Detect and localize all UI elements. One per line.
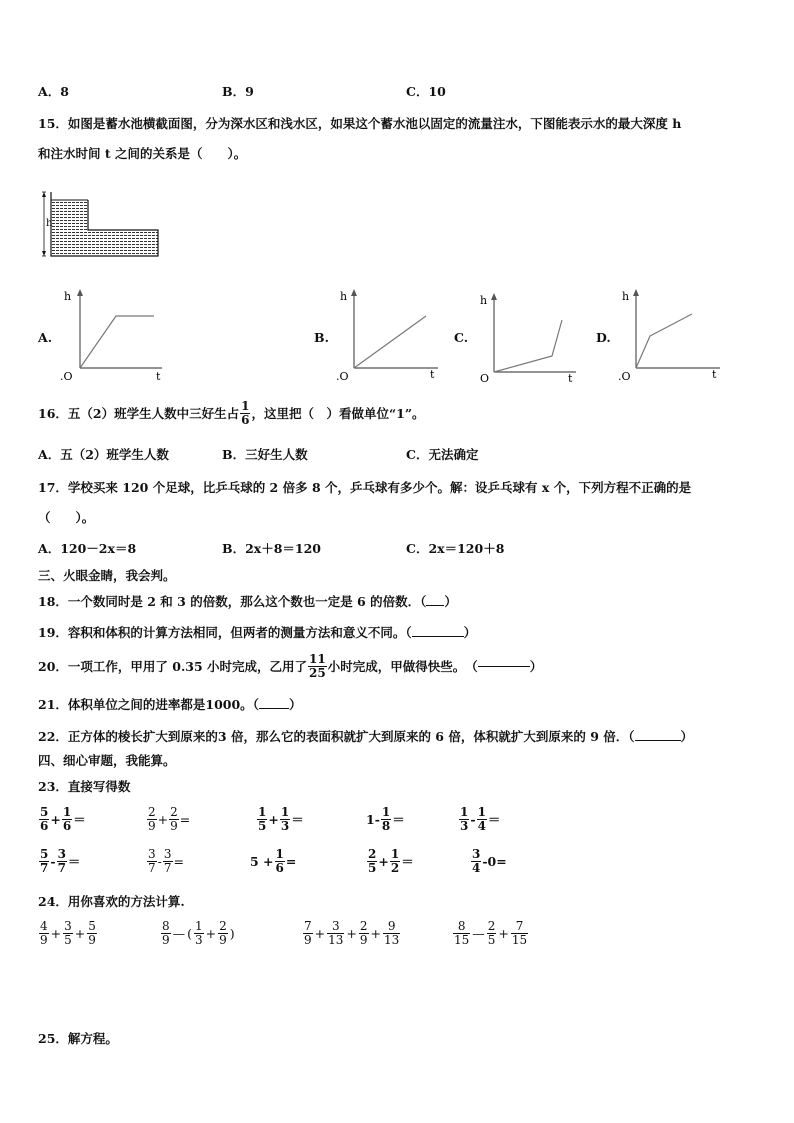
q20-statement: 20．一项工作，甲用了 0.35 小时完成，乙用了 $\frac{11}{25}$ 小时完成，甲做得快些。 （ ） <box>38 652 543 680</box>
q15-graph-b <box>334 286 444 382</box>
q17-text-line2: （ ）。 <box>38 510 95 525</box>
q20-answer-blank[interactable] <box>478 666 530 667</box>
q15-graph-d <box>616 286 726 382</box>
svg-text:h: h <box>64 290 72 303</box>
q22-answer-blank[interactable] <box>635 740 681 741</box>
q16-option-b: B．三好生人数 <box>222 447 308 462</box>
q21-answer-blank[interactable] <box>259 708 289 709</box>
q15-option-c-label: C. <box>454 330 469 345</box>
svg-text:t: t <box>156 370 161 382</box>
q24-expr-4: $\frac{8}{15}$ — $\frac{2}{5}$ + $\frac{7}{15}$ <box>454 919 528 947</box>
q23-expr-1-1: $\frac{5}{6}$ + $\frac{1}{6}$ ＝ <box>40 805 86 833</box>
q23-expr-1-4: 1- $\frac{1}{8}$ ＝ <box>366 805 405 833</box>
q23-expr-2-3: 5 + $\frac{1}{6}$ = <box>250 847 297 875</box>
q21-statement: 21．体积单位之间的进率都是1000。（ ） <box>38 697 302 712</box>
svg-text:O: O <box>480 372 490 385</box>
svg-text:t: t <box>568 372 573 385</box>
q17-option-a: A．120－2x＝8 <box>38 541 137 556</box>
q17-option-c: C．2x＝120＋8 <box>406 541 505 556</box>
q24-expr-3: $\frac{7}{9}$ + $\frac{3}{13}$ + $\frac{2}{9}$ + $\frac{9}{13}$ <box>304 919 400 947</box>
q14-option-b: B．9 <box>222 84 254 99</box>
q19-answer-blank[interactable] <box>412 636 464 637</box>
svg-text:h: h <box>340 290 348 303</box>
q15-text-line1: 15．如图是蓄水池横截面图，分为深水区和浅水区，如果这个蓄水池以固定的流量注水，下图能表示水的最大深度 h <box>38 116 682 131</box>
svg-text:h: h <box>622 290 630 303</box>
q14-option-a: A．8 <box>38 84 69 99</box>
svg-text:h: h <box>480 294 488 307</box>
q16-option-c: C．无法确定 <box>406 447 479 462</box>
svg-text:t: t <box>430 368 435 381</box>
section-3-heading: 三、火眼金睛，我会判。 <box>38 568 176 583</box>
q19-statement: 19．容积和体积的计算方法相同，但两者的测量方法和意义不同。（ ） <box>38 625 477 640</box>
q23-expr-2-1: $\frac{5}{7}$ - $\frac{3}{7}$ ＝ <box>40 847 81 875</box>
q15-text-line2: 和注水时间 t 之间的关系是（ ）。 <box>38 146 247 161</box>
q23-title: 23．直接写得数 <box>38 779 131 794</box>
q23-expr-1-5: $\frac{1}{3}$ - $\frac{1}{4}$ ＝ <box>460 805 501 833</box>
q24-expr-1: $\frac{4}{9}$ + $\frac{3}{5}$ + $\frac{5}{9}$ <box>40 919 96 947</box>
q23-expr-1-3: $\frac{1}{5}$ + $\frac{1}{3}$ ＝ <box>258 805 304 833</box>
q25-title: 25．解方程。 <box>38 1031 118 1046</box>
q15-option-a-label: A. <box>38 330 53 345</box>
q24-title: 24．用你喜欢的方法计算. <box>38 894 185 909</box>
q23-expr-2-5: $\frac{3}{4}$ -0= <box>472 847 507 875</box>
q23-expr-1-2: $\frac{2}{9}$ + $\frac{2}{9}$ = <box>148 805 191 833</box>
q16-option-a: A．五（2）班学生人数 <box>38 447 169 462</box>
q15-graph-c <box>474 290 584 386</box>
q22-statement: 22．正方体的棱长扩大到原来的3 倍，那么它的表面积就扩大到原来的 6 倍，体积就扩大到原来的 9 倍．（ ） <box>38 729 694 744</box>
q23-expr-2-4: $\frac{2}{5}$ + $\frac{1}{2}$ ＝ <box>368 847 414 875</box>
q14-option-c: C．10 <box>406 84 446 99</box>
q16-question: 16．五（2）班学生人数中三好生占 $\frac{1}{6}$ ，这里把（ ）看做单位“1”。 <box>38 399 425 427</box>
pool-depth-label: h <box>46 218 53 229</box>
pool-cross-section-diagram <box>40 186 160 260</box>
svg-text:t: t <box>712 368 717 381</box>
q18-answer-blank[interactable] <box>426 605 444 606</box>
svg-text:.O: .O <box>336 370 349 382</box>
q17-text-line1: 17．学校买来 120 个足球，比乒乓球的 2 倍多 8 个，乒乓球有多少个。解：设乒乓球有 x 个，下列方程不正确的是 <box>38 480 692 495</box>
section-4-heading: 四、细心审题，我能算。 <box>38 753 176 768</box>
q18-statement: 18．一个数同时是 2 和 3 的倍数，那么这个数也一定是 6 的倍数．（ ） <box>38 594 457 609</box>
q23-expr-2-2: $\frac{3}{7}$ - $\frac{3}{7}$ = <box>148 847 184 875</box>
q15-option-d-label: D. <box>596 330 611 345</box>
q15-graph-a <box>60 286 170 382</box>
q24-expr-2: $\frac{8}{9}$ — ( $\frac{1}{3}$ + $\frac{2}{9}$ ) <box>162 919 235 947</box>
svg-text:.O: .O <box>60 370 73 382</box>
q17-option-b: B．2x＋8＝120 <box>222 541 322 556</box>
svg-text:.O: .O <box>618 370 631 382</box>
q15-option-b-label: B. <box>314 330 329 345</box>
